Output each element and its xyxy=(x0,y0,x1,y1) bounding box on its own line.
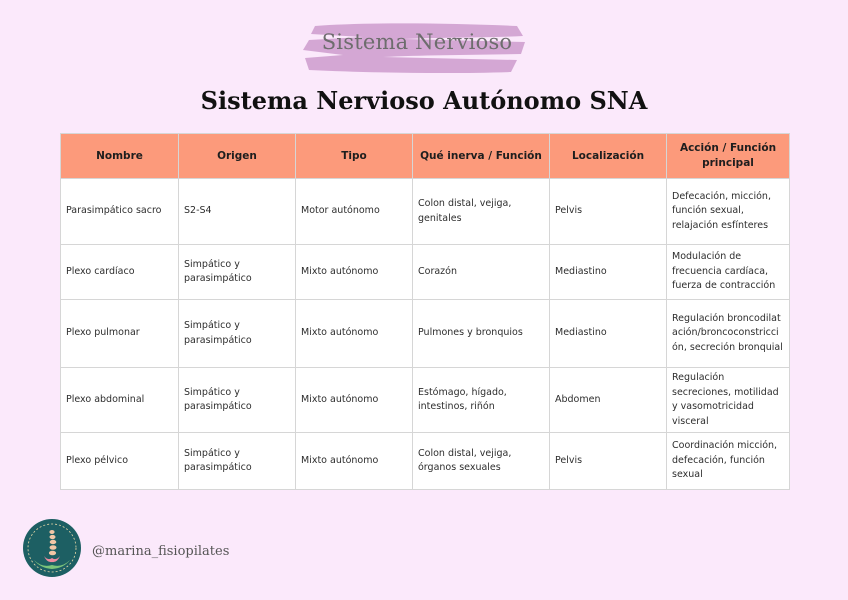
table-header-row xyxy=(61,134,790,179)
table-cell: Coordinación micción, defecación, función sexual xyxy=(667,433,790,490)
table-row xyxy=(61,300,790,368)
column-header-localizacion: Localización xyxy=(550,134,667,179)
table-cell: Mixto autónomo xyxy=(296,433,413,490)
table-cell: Defecación, micción, función sexual, relajación esfínteres xyxy=(667,179,790,245)
table-cell: Mixto autónomo xyxy=(296,368,413,433)
table-cell: Colon distal, vejiga, órganos sexuales xyxy=(413,433,550,490)
page-title: Sistema Nervioso Autónomo SNA xyxy=(200,86,648,115)
table-cell: Parasimpático sacro xyxy=(61,179,179,245)
table-cell: Colon distal, vejiga, genitales xyxy=(413,179,550,245)
table-cell: Motor autónomo xyxy=(296,179,413,245)
column-header-origen: Origen xyxy=(179,134,296,179)
column-header-tipo: Tipo xyxy=(296,134,413,179)
table-cell: Regulación broncodilatación/broncoconstricción, secreción bronquial xyxy=(667,300,790,368)
table-cell: Simpático y parasimpático xyxy=(179,300,296,368)
autonomic-nervous-system-table xyxy=(60,133,790,490)
table-cell: Modulación de frecuencia cardíaca, fuerza de contracción xyxy=(667,245,790,300)
table-cell: Simpático y parasimpático xyxy=(179,433,296,490)
table-cell: Pulmones y bronquios xyxy=(413,300,550,368)
column-header-accion: Acción / Función principal xyxy=(667,134,790,179)
spine-lotus-logo-icon xyxy=(22,518,82,578)
table-cell: Corazón xyxy=(413,245,550,300)
table-cell: Regulación secreciones, motilidad y vasomotricidad visceral xyxy=(667,368,790,433)
table-cell: Mixto autónomo xyxy=(296,300,413,368)
table-cell: Pelvis xyxy=(550,433,667,490)
column-header-nombre: Nombre xyxy=(61,134,179,179)
table-cell: Mediastino xyxy=(550,245,667,300)
author-handle: @marina_fisiopilates xyxy=(92,544,230,559)
table-cell: Mediastino xyxy=(550,300,667,368)
table-cell: Mixto autónomo xyxy=(296,245,413,300)
table-row xyxy=(61,433,790,490)
table-cell: Pelvis xyxy=(550,179,667,245)
column-header-inerva: Qué inerva / Función xyxy=(413,134,550,179)
table-row xyxy=(61,368,790,433)
table-cell: Simpático y parasimpático xyxy=(179,368,296,433)
table-cell: Abdomen xyxy=(550,368,667,433)
table-cell: S2-S4 xyxy=(179,179,296,245)
table-cell: Simpático y parasimpático xyxy=(179,245,296,300)
table-cell: Plexo pélvico xyxy=(61,433,179,490)
table-row xyxy=(61,245,790,300)
table-cell: Estómago, hígado, intestinos, riñón xyxy=(413,368,550,433)
table-row xyxy=(61,179,790,245)
section-title: Sistema Nervioso xyxy=(321,30,513,54)
table-cell: Plexo pulmonar xyxy=(61,300,179,368)
table-cell: Plexo cardíaco xyxy=(61,245,179,300)
table-cell: Plexo abdominal xyxy=(61,368,179,433)
